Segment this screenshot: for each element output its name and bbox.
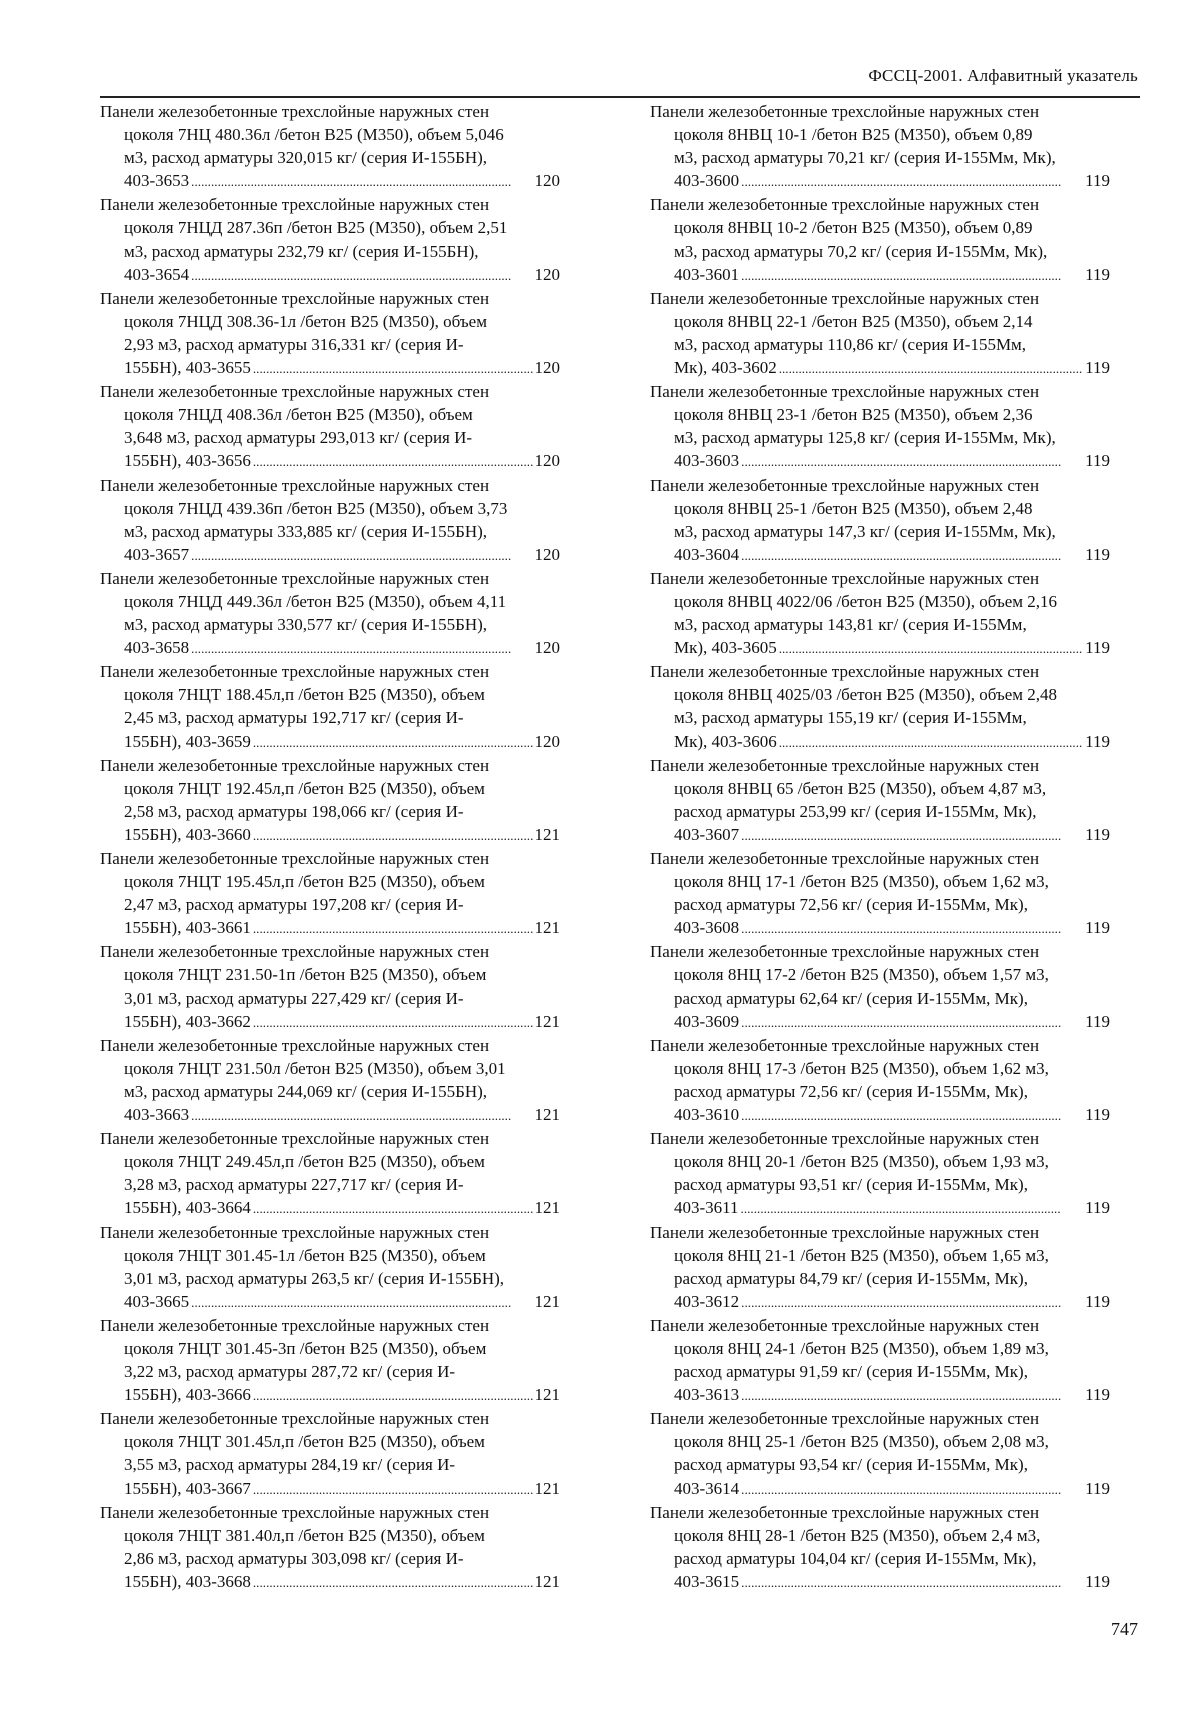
entry-page-ref: 119 xyxy=(1085,1291,1110,1311)
entry-body xyxy=(100,1057,560,1127)
index-entry xyxy=(100,847,560,940)
entry-page-ref: 120 xyxy=(534,638,560,658)
entry-line: расход арматуры 62,64 кг/ (серия И-155Мм, Мк), xyxy=(674,988,1028,1008)
index-entry xyxy=(650,1221,1110,1314)
entry-heading: Панели железобетонные трехслойные наружных стен xyxy=(650,568,1040,588)
leader-dots xyxy=(741,823,1083,847)
entry-code: 403-3654 xyxy=(124,264,190,284)
entry-heading: Панели железобетонные трехслойные наружных стен xyxy=(100,755,490,775)
index-entry xyxy=(100,1221,560,1314)
entry-page-ref: 119 xyxy=(1085,1105,1110,1125)
entry-line: м3, расход арматуры 70,21 кг/ (серия И-155Мм, Мк), xyxy=(674,148,1056,168)
entry-last-line xyxy=(674,356,1110,380)
entry-line: 3,648 м3, расход арматуры 293,013 кг/ (серия И- xyxy=(124,428,473,448)
entry-page-ref: 121 xyxy=(534,1105,560,1125)
entry-heading: Панели железобетонные трехслойные наружных стен xyxy=(100,382,490,402)
entry-page-ref: 119 xyxy=(1085,918,1110,938)
entry-body xyxy=(650,310,1110,380)
entry-body xyxy=(650,497,1110,567)
entry-last-line xyxy=(674,916,1110,940)
leader-dots xyxy=(253,730,533,754)
entry-last-line xyxy=(674,730,1110,754)
leader-dots xyxy=(741,263,1083,287)
entry-heading: Панели железобетонные трехслойные наружных стен xyxy=(650,942,1040,962)
entry-code: 403-3611 xyxy=(674,1198,739,1218)
entry-code: 403-3604 xyxy=(674,544,740,564)
entry-code: 403-3607 xyxy=(674,824,740,844)
leader-dots xyxy=(741,916,1083,940)
entry-code: 155БН), 403-3656 xyxy=(124,451,251,471)
entry-line: цоколя 7НЦД 449.36л /бетон В25 (М350), объем 4,11 xyxy=(124,591,507,611)
index-entry xyxy=(650,754,1110,847)
entry-line: расход арматуры 91,59 кг/ (серия И-155Мм, Мк), xyxy=(674,1362,1028,1382)
left-column xyxy=(100,100,560,1594)
entry-last-line xyxy=(124,356,560,380)
entry-line: 2,86 м3, расход арматуры 303,098 кг/ (серия И- xyxy=(124,1548,464,1568)
leader-dots xyxy=(253,449,533,473)
index-entry xyxy=(100,287,560,380)
entry-heading: Панели железобетонные трехслойные наружных стен xyxy=(100,662,490,682)
index-entry xyxy=(650,1034,1110,1127)
entry-line: цоколя 7НЦД 308.36-1л /бетон В25 (М350), объем xyxy=(124,311,487,331)
entry-line: цоколя 7НЦТ 195.45л,п /бетон В25 (М350), объем xyxy=(124,872,485,892)
entry-page-ref: 121 xyxy=(534,1198,560,1218)
entry-line: м3, расход арматуры 320,015 кг/ (серия И-155БН), xyxy=(124,148,488,168)
index-entry xyxy=(100,1407,560,1500)
entry-page-ref: 121 xyxy=(534,1011,560,1031)
entry-heading: Панели железобетонные трехслойные наружных стен xyxy=(650,662,1040,682)
entry-body xyxy=(650,1244,1110,1314)
entry-line: цоколя 7НЦТ 231.50л /бетон В25 (М350), объем 3,01 xyxy=(124,1058,506,1078)
entry-last-line xyxy=(674,263,1110,287)
entry-line: цоколя 8НЦ 28-1 /бетон В25 (М350), объем 2,4 м3, xyxy=(674,1525,1041,1545)
index-entry xyxy=(100,1501,560,1594)
entry-line: м3, расход арматуры 244,069 кг/ (серия И-155БН), xyxy=(124,1081,488,1101)
entry-line: цоколя 7НЦД 287.36п /бетон В25 (М350), объем 2,51 xyxy=(124,218,508,238)
entry-body xyxy=(100,497,560,567)
index-entry xyxy=(650,567,1110,660)
index-entry xyxy=(650,287,1110,380)
entry-line: цоколя 7НЦТ 301.45-3п /бетон В25 (М350), объем xyxy=(124,1338,487,1358)
entry-line: м3, расход арматуры 70,2 кг/ (серия И-155Мм, Мк), xyxy=(674,241,1048,261)
entry-body xyxy=(100,403,560,473)
entry-page-ref: 119 xyxy=(1085,731,1110,751)
entry-page-ref: 120 xyxy=(534,171,560,191)
entry-last-line xyxy=(674,1477,1110,1501)
entry-line: м3, расход арматуры 155,19 кг/ (серия И-155Мм, xyxy=(674,708,1027,728)
entry-heading: Панели железобетонные трехслойные наружных стен xyxy=(650,288,1040,308)
entry-heading: Панели железобетонные трехслойные наружных стен xyxy=(100,1035,490,1055)
entry-heading: Панели железобетонные трехслойные наружных стен xyxy=(650,755,1040,775)
entry-line: м3, расход арматуры 125,8 кг/ (серия И-155Мм, Мк), xyxy=(674,428,1056,448)
entry-body xyxy=(650,1150,1110,1220)
index-entry xyxy=(100,660,560,753)
leader-dots xyxy=(741,1290,1083,1314)
entry-last-line xyxy=(674,1103,1110,1127)
leader-dots xyxy=(191,1290,532,1314)
entry-body xyxy=(100,963,560,1033)
entry-code: 403-3663 xyxy=(124,1105,190,1125)
leader-dots xyxy=(253,1383,533,1407)
leader-dots xyxy=(253,1010,533,1034)
entry-line: цоколя 8НЦ 17-3 /бетон В25 (М350), объем 1,62 м3, xyxy=(674,1058,1049,1078)
entry-last-line xyxy=(124,263,560,287)
entry-code: 155БН), 403-3660 xyxy=(124,824,251,844)
entry-code: Мк), 403-3605 xyxy=(674,638,777,658)
index-entry xyxy=(650,1407,1110,1500)
entry-last-line xyxy=(674,1383,1110,1407)
entry-body xyxy=(100,683,560,753)
entry-code: 403-3601 xyxy=(674,264,740,284)
index-entry xyxy=(100,567,560,660)
entry-heading: Панели железобетонные трехслойные наружных стен xyxy=(100,195,490,215)
entry-line: цоколя 8НВЦ 25-1 /бетон В25 (М350), объем 2,48 xyxy=(674,498,1033,518)
entry-line: м3, расход арматуры 147,3 кг/ (серия И-155Мм, Мк), xyxy=(674,521,1056,541)
entry-last-line xyxy=(124,1290,560,1314)
entry-line: цоколя 8НВЦ 10-2 /бетон В25 (М350), объем 0,89 xyxy=(674,218,1033,238)
leader-dots xyxy=(191,169,532,193)
entry-heading: Панели железобетонные трехслойные наружных стен xyxy=(650,102,1040,121)
entry-heading: Панели железобетонные трехслойные наружных стен xyxy=(650,849,1040,868)
entry-code: 403-3613 xyxy=(674,1385,740,1405)
leader-dots xyxy=(779,730,1083,754)
entry-last-line xyxy=(124,543,560,567)
entry-line: цоколя 8НВЦ 4025/03 /бетон В25 (М350), объем 2,48 xyxy=(674,685,1058,705)
leader-dots xyxy=(741,1196,1084,1220)
leader-dots xyxy=(741,1010,1083,1034)
leader-dots xyxy=(741,449,1083,473)
entry-page-ref: 120 xyxy=(534,544,560,564)
entry-body xyxy=(100,216,560,286)
entry-last-line xyxy=(124,1010,560,1034)
entry-page-ref: 119 xyxy=(1085,451,1110,471)
entry-body xyxy=(650,216,1110,286)
entry-line: цоколя 7НЦТ 381.40л,п /бетон В25 (М350), объем xyxy=(124,1525,485,1545)
entry-line: расход арматуры 93,51 кг/ (серия И-155Мм, Мк), xyxy=(674,1175,1028,1195)
entry-line: расход арматуры 72,56 кг/ (серия И-155Мм, Мк), xyxy=(674,1081,1028,1101)
entry-code: Мк), 403-3606 xyxy=(674,731,777,751)
entry-page-ref: 120 xyxy=(534,731,560,751)
entry-last-line xyxy=(674,543,1110,567)
index-entry xyxy=(100,100,560,193)
entry-code: 155БН), 403-3661 xyxy=(124,918,251,938)
index-entry xyxy=(100,1314,560,1407)
entry-line: цоколя 8НЦ 21-1 /бетон В25 (М350), объем 1,65 м3, xyxy=(674,1245,1049,1265)
entry-page-ref: 119 xyxy=(1085,1478,1110,1498)
entry-heading: Панели железобетонные трехслойные наружных стен xyxy=(100,1222,490,1242)
entry-heading: Панели железобетонные трехслойные наружных стен xyxy=(650,1409,1040,1429)
entry-page-ref: 119 xyxy=(1085,824,1110,844)
entry-page-ref: 119 xyxy=(1085,1571,1110,1591)
index-entry xyxy=(100,193,560,286)
entry-body xyxy=(650,1524,1110,1594)
entry-last-line xyxy=(674,823,1110,847)
entry-code: 403-3610 xyxy=(674,1105,740,1125)
entry-code: 403-3658 xyxy=(124,638,190,658)
index-entry xyxy=(650,380,1110,473)
entry-body xyxy=(650,123,1110,193)
index-entry xyxy=(650,193,1110,286)
entry-last-line xyxy=(674,636,1110,660)
entry-line: 3,01 м3, расход арматуры 263,5 кг/ (серия И-155БН), xyxy=(124,1268,505,1288)
entry-code: 403-3614 xyxy=(674,1478,740,1498)
entry-line: цоколя 8НЦ 17-1 /бетон В25 (М350), объем 1,62 м3, xyxy=(674,872,1049,892)
entry-line: цоколя 8НЦ 25-1 /бетон В25 (М350), объем 2,08 м3, xyxy=(674,1432,1049,1452)
entry-heading: Панели железобетонные трехслойные наружных стен xyxy=(100,102,490,121)
entry-code: 403-3612 xyxy=(674,1291,740,1311)
entry-heading: Панели железобетонные трехслойные наружных стен xyxy=(650,1222,1040,1242)
entry-page-ref: 120 xyxy=(534,358,560,378)
entry-line: 3,22 м3, расход арматуры 287,72 кг/ (серия И- xyxy=(124,1362,456,1382)
entry-line: м3, расход арматуры 333,885 кг/ (серия И-155БН), xyxy=(124,521,488,541)
entry-line: цоколя 8НВЦ 4022/06 /бетон В25 (М350), объем 2,16 xyxy=(674,591,1058,611)
entry-page-ref: 119 xyxy=(1085,638,1110,658)
entry-heading: Панели железобетонные трехслойные наружных стен xyxy=(100,1502,490,1522)
entry-body xyxy=(650,403,1110,473)
index-entry xyxy=(650,100,1110,193)
entry-page-ref: 119 xyxy=(1085,1385,1110,1405)
entry-heading: Панели железобетонные трехслойные наружных стен xyxy=(100,1315,490,1335)
index-entry xyxy=(650,660,1110,753)
entry-last-line xyxy=(124,1196,560,1220)
entry-heading: Панели железобетонные трехслойные наружных стен xyxy=(650,1315,1040,1335)
entry-last-line xyxy=(674,1570,1110,1594)
leader-dots xyxy=(779,636,1083,660)
leader-dots xyxy=(741,1570,1083,1594)
entry-page-ref: 119 xyxy=(1085,1198,1110,1218)
entry-heading: Панели железобетонные трехслойные наружных стен xyxy=(650,1502,1040,1522)
entry-heading: Панели железобетонные трехслойные наружных стен xyxy=(100,1129,490,1149)
entry-code: 403-3603 xyxy=(674,451,740,471)
entry-line: расход арматуры 72,56 кг/ (серия И-155Мм, Мк), xyxy=(674,895,1028,915)
index-entry xyxy=(650,474,1110,567)
entry-heading: Панели железобетонные трехслойные наружных стен xyxy=(100,942,490,962)
index-entry xyxy=(100,940,560,1033)
entry-page-ref: 121 xyxy=(534,1291,560,1311)
leader-dots xyxy=(779,356,1083,380)
entry-line: цоколя 8НЦ 20-1 /бетон В25 (М350), объем 1,93 м3, xyxy=(674,1152,1049,1172)
entry-line: расход арматуры 93,54 кг/ (серия И-155Мм, Мк), xyxy=(674,1455,1028,1475)
entry-last-line xyxy=(124,169,560,193)
entry-code: 403-3600 xyxy=(674,171,740,191)
leader-dots xyxy=(253,916,533,940)
entry-code: 403-3608 xyxy=(674,918,740,938)
entry-line: м3, расход арматуры 232,79 кг/ (серия И-155БН), xyxy=(124,241,479,261)
entry-line: цоколя 8НВЦ 22-1 /бетон В25 (М350), объем 2,14 xyxy=(674,311,1033,331)
entry-line: цоколя 8НЦ 24-1 /бетон В25 (М350), объем 1,89 м3, xyxy=(674,1338,1049,1358)
index-entry xyxy=(100,1127,560,1220)
entry-last-line xyxy=(124,449,560,473)
entry-body xyxy=(100,1524,560,1594)
entry-heading: Панели железобетонные трехслойные наружных стен xyxy=(650,382,1040,402)
entry-code: 155БН), 403-3662 xyxy=(124,1011,251,1031)
entry-line: цоколя 7НЦТ 249.45л,п /бетон В25 (М350), объем xyxy=(124,1152,485,1172)
index-entry xyxy=(650,1501,1110,1594)
entry-page-ref: 121 xyxy=(534,824,560,844)
entry-heading: Панели железобетонные трехслойные наружных стен xyxy=(650,475,1040,495)
entry-line: цоколя 8НВЦ 23-1 /бетон В25 (М350), объем 2,36 xyxy=(674,405,1033,425)
entry-page-ref: 119 xyxy=(1085,358,1110,378)
entry-heading: Панели железобетонные трехслойные наружных стен xyxy=(100,1409,490,1429)
entry-line: 2,93 м3, расход арматуры 316,331 кг/ (серия И- xyxy=(124,334,464,354)
entry-page-ref: 121 xyxy=(534,918,560,938)
entry-body xyxy=(100,590,560,660)
entry-code: 155БН), 403-3667 xyxy=(124,1478,251,1498)
entry-body xyxy=(650,683,1110,753)
entry-page-ref: 120 xyxy=(534,264,560,284)
entry-line: 2,47 м3, расход арматуры 197,208 кг/ (серия И- xyxy=(124,895,464,915)
entry-code: 155БН), 403-3668 xyxy=(124,1571,251,1591)
entry-last-line xyxy=(674,169,1110,193)
entry-line: 3,28 м3, расход арматуры 227,717 кг/ (серия И- xyxy=(124,1175,464,1195)
entry-body xyxy=(650,777,1110,847)
entry-last-line xyxy=(124,1383,560,1407)
entry-code: 155БН), 403-3659 xyxy=(124,731,251,751)
index-entry xyxy=(650,1127,1110,1220)
leader-dots xyxy=(741,169,1083,193)
entry-code: 403-3653 xyxy=(124,171,190,191)
leader-dots xyxy=(253,356,533,380)
entry-line: расход арматуры 104,04 кг/ (серия И-155Мм, Мк), xyxy=(674,1548,1037,1568)
entry-line: цоколя 8НВЦ 10-1 /бетон В25 (М350), объем 0,89 xyxy=(674,125,1033,145)
entry-line: расход арматуры 253,99 кг/ (серия И-155Мм, Мк), xyxy=(674,801,1037,821)
entry-line: 3,01 м3, расход арматуры 227,429 кг/ (серия И- xyxy=(124,988,464,1008)
entry-line: 3,55 м3, расход арматуры 284,19 кг/ (серия И- xyxy=(124,1455,456,1475)
entry-last-line xyxy=(124,1477,560,1501)
entry-code: Мк), 403-3602 xyxy=(674,358,777,378)
entry-last-line xyxy=(124,730,560,754)
index-entry xyxy=(100,754,560,847)
entry-line: 2,58 м3, расход арматуры 198,066 кг/ (серия И- xyxy=(124,801,464,821)
entry-last-line xyxy=(674,449,1110,473)
entry-body xyxy=(100,1244,560,1314)
entry-body xyxy=(100,1150,560,1220)
entry-code: 403-3609 xyxy=(674,1011,740,1031)
running-header: ФССЦ-2001. Алфавитный указатель xyxy=(868,66,1138,85)
entry-line: цоколя 7НЦД 408.36л /бетон В25 (М350), объем xyxy=(124,405,473,425)
entry-line: м3, расход арматуры 110,86 кг/ (серия И-155Мм, xyxy=(674,334,1027,354)
entry-body xyxy=(100,310,560,380)
entry-body xyxy=(100,1337,560,1407)
index-entry xyxy=(650,847,1110,940)
leader-dots xyxy=(741,543,1083,567)
entry-line: цоколя 8НВЦ 65 /бетон В25 (М350), объем 4,87 м3, xyxy=(674,778,1047,798)
index-entry xyxy=(100,474,560,567)
entry-heading: Панели железобетонные трехслойные наружных стен xyxy=(650,1129,1040,1149)
index-entry xyxy=(100,380,560,473)
index-entry xyxy=(100,1034,560,1127)
leader-dots xyxy=(741,1477,1083,1501)
entry-body xyxy=(100,123,560,193)
entry-line: м3, расход арматуры 143,81 кг/ (серия И-155Мм, xyxy=(674,615,1027,635)
entry-last-line xyxy=(124,823,560,847)
index-entry xyxy=(650,1314,1110,1407)
entry-page-ref: 119 xyxy=(1085,171,1110,191)
leader-dots xyxy=(253,1570,533,1594)
entry-page-ref: 119 xyxy=(1085,1011,1110,1031)
leader-dots xyxy=(191,263,532,287)
leader-dots xyxy=(191,1103,532,1127)
entry-line: цоколя 7НЦТ 301.45л,п /бетон В25 (М350), объем xyxy=(124,1432,485,1452)
index-entry xyxy=(650,940,1110,1033)
entry-last-line xyxy=(674,1290,1110,1314)
entry-last-line xyxy=(674,1196,1110,1220)
entry-heading: Панели железобетонные трехслойные наружных стен xyxy=(100,849,490,868)
entry-body xyxy=(650,1337,1110,1407)
entry-page-ref: 121 xyxy=(534,1385,560,1405)
leader-dots xyxy=(253,1196,533,1220)
entry-line: м3, расход арматуры 330,577 кг/ (серия И-155БН), xyxy=(124,615,488,635)
entry-code: 155БН), 403-3666 xyxy=(124,1385,251,1405)
entry-line: цоколя 7НЦТ 192.45л,п /бетон В25 (М350), объем xyxy=(124,778,485,798)
header-rule xyxy=(100,96,1140,98)
entry-line: цоколя 7НЦТ 188.45л,п /бетон В25 (М350), объем xyxy=(124,685,485,705)
entry-code: 155БН), 403-3655 xyxy=(124,358,251,378)
entry-body xyxy=(650,590,1110,660)
entry-body xyxy=(100,1430,560,1500)
entry-body xyxy=(650,963,1110,1033)
entry-heading: Панели железобетонные трехслойные наружных стен xyxy=(100,288,490,308)
entry-code: 403-3657 xyxy=(124,544,190,564)
entry-page-ref: 121 xyxy=(534,1478,560,1498)
entry-line: цоколя 7НЦ 480.36л /бетон В25 (М350), объем 5,046 xyxy=(124,125,504,145)
right-column xyxy=(650,100,1110,1594)
entry-code: 403-3615 xyxy=(674,1571,740,1591)
entry-heading: Панели железобетонные трехслойные наружных стен xyxy=(650,1035,1040,1055)
entry-code: 403-3665 xyxy=(124,1291,190,1311)
entry-page-ref: 119 xyxy=(1085,264,1110,284)
entry-line: цоколя 8НЦ 17-2 /бетон В25 (М350), объем 1,57 м3, xyxy=(674,965,1049,985)
entry-last-line xyxy=(124,916,560,940)
leader-dots xyxy=(741,1103,1083,1127)
entry-page-ref: 120 xyxy=(534,451,560,471)
leader-dots xyxy=(741,1383,1083,1407)
leader-dots xyxy=(191,543,532,567)
entry-body xyxy=(100,870,560,940)
page-number: 747 xyxy=(1111,1619,1138,1639)
leader-dots xyxy=(191,636,532,660)
entry-heading: Панели железобетонные трехслойные наружных стен xyxy=(650,195,1040,215)
entry-body xyxy=(650,1057,1110,1127)
entry-page-ref: 119 xyxy=(1085,544,1110,564)
entry-last-line xyxy=(124,636,560,660)
entry-body xyxy=(100,777,560,847)
entry-line: цоколя 7НЦТ 231.50-1п /бетон В25 (М350), объем xyxy=(124,965,487,985)
leader-dots xyxy=(253,1477,533,1501)
entry-heading: Панели железобетонные трехслойные наружных стен xyxy=(100,568,490,588)
entry-line: расход арматуры 84,79 кг/ (серия И-155Мм, Мк), xyxy=(674,1268,1028,1288)
leader-dots xyxy=(253,823,533,847)
entry-body xyxy=(650,870,1110,940)
entry-last-line xyxy=(124,1103,560,1127)
entry-line: 2,45 м3, расход арматуры 192,717 кг/ (серия И- xyxy=(124,708,464,728)
entry-heading: Панели железобетонные трехслойные наружных стен xyxy=(100,475,490,495)
entry-code: 155БН), 403-3664 xyxy=(124,1198,251,1218)
entry-line: цоколя 7НЦД 439.36п /бетон В25 (М350), объем 3,73 xyxy=(124,498,508,518)
entry-last-line xyxy=(124,1570,560,1594)
entry-last-line xyxy=(674,1010,1110,1034)
entry-line: цоколя 7НЦТ 301.45-1л /бетон В25 (М350), объем xyxy=(124,1245,486,1265)
entry-page-ref: 121 xyxy=(534,1571,560,1591)
entry-body xyxy=(650,1430,1110,1500)
